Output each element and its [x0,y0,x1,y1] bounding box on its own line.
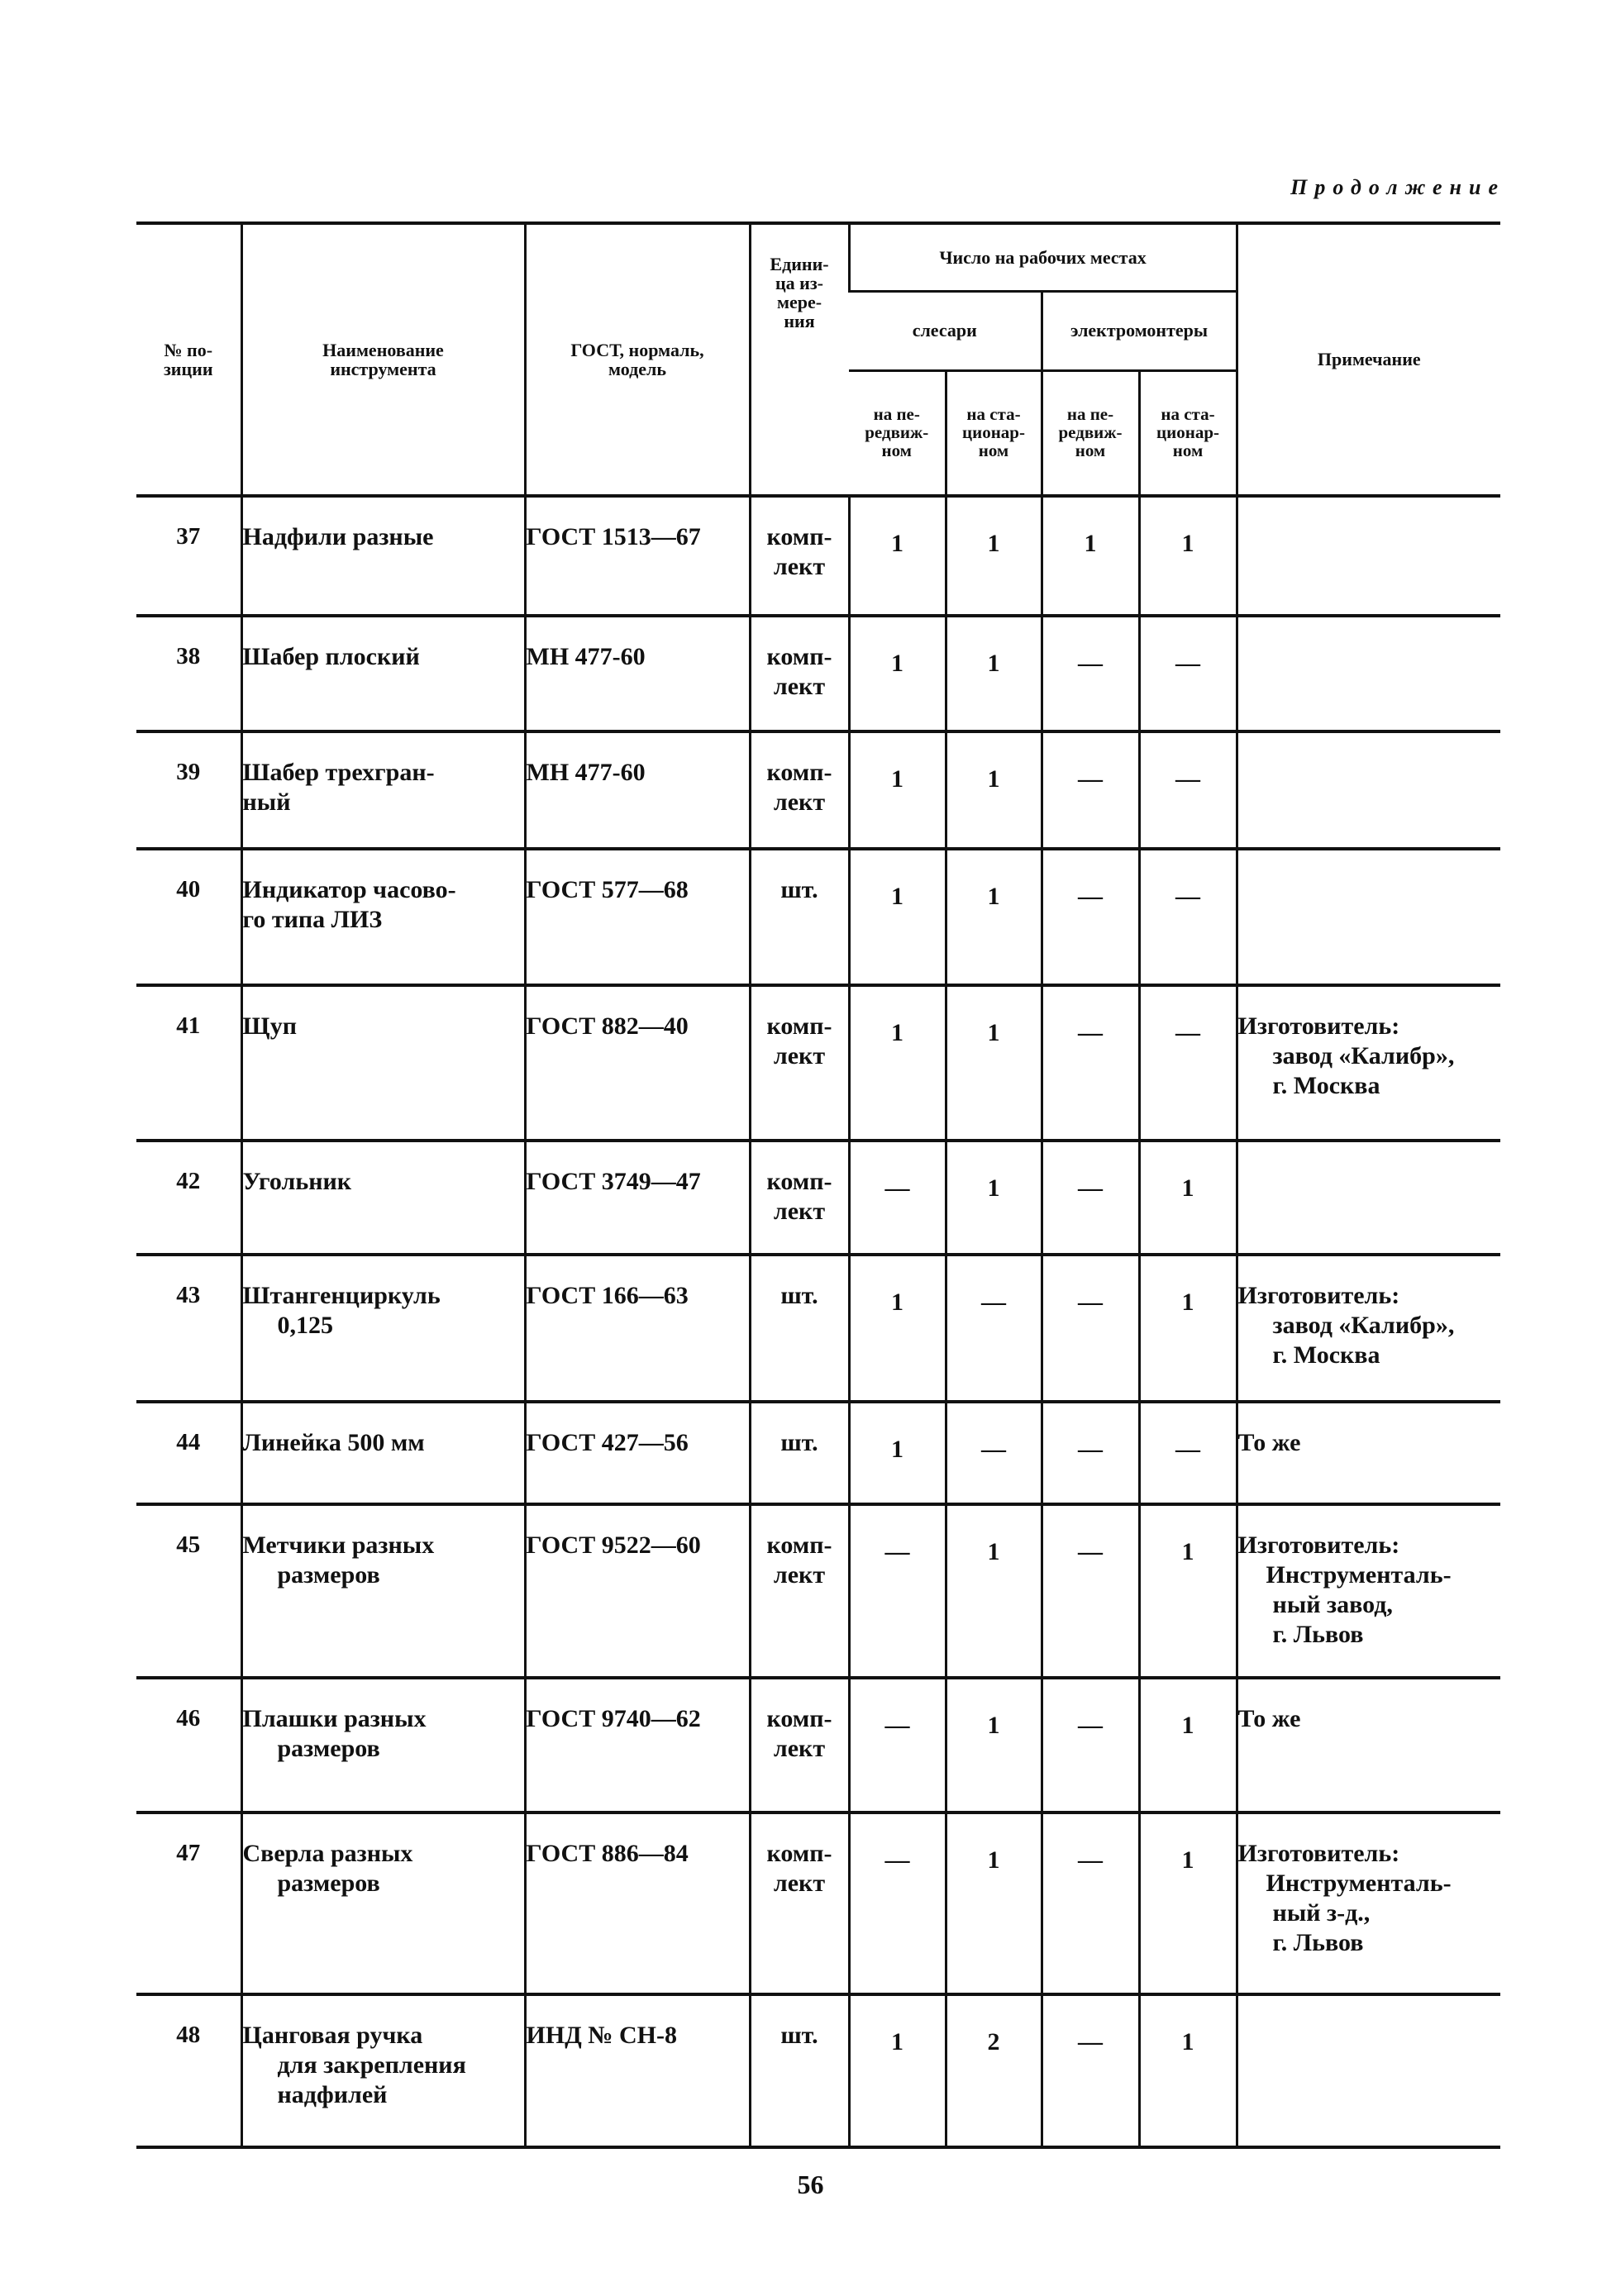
table-header [136,223,1500,496]
electricians-stationary-count: 1 [1139,496,1237,616]
name-cell [241,496,525,616]
table-body [136,496,1500,2147]
note-line: То же [1237,1429,1301,1456]
continuation-label: Продолжение [1290,175,1505,199]
name-line: Шабер плоский [242,643,420,670]
note-line: Инструменталь- [1266,1870,1452,1897]
electricians-mobile-count: — [1042,1255,1139,1402]
note-line: ный з-д., [1272,1899,1371,1927]
header-position: № по- зиции [136,223,241,496]
standard-cell: ИНД № СН-8 [525,1994,750,2147]
locksmiths-stationary-count: 1 [946,1141,1042,1255]
standard-cell: ГОСТ 427—56 [525,1402,750,1504]
locksmiths-mobile-count: — [849,1813,946,1994]
name-line: Плашки разных [242,1705,427,1732]
locksmiths-mobile-count: 1 [849,1994,946,2147]
name-cell [241,1255,525,1402]
locksmiths-stationary-count: — [946,1402,1042,1504]
unit-cell: комп- лект [750,1504,849,1678]
name-line: ный [242,788,291,816]
note-cell [1237,1504,1500,1678]
electricians-mobile-count: — [1042,1504,1139,1678]
name-cell [241,1504,525,1678]
name-cell [241,1994,525,2147]
note-cell [1237,1994,1500,2147]
locksmiths-stationary-count: 1 [946,1678,1042,1813]
note-line: ный завод, [1272,1591,1393,1618]
tools-table [136,222,1500,2149]
locksmiths-mobile-count: 1 [849,1402,946,1504]
header-note: Примечание [1237,223,1500,496]
position-cell: 44 [136,1402,241,1504]
electricians-mobile-count: — [1042,1813,1139,1994]
name-line: для закрепления [277,2051,466,2079]
header-count-group: Число на рабочих местах [849,223,1237,291]
locksmiths-mobile-count: 1 [849,1255,946,1402]
name-line: надфилей [277,2081,388,2108]
locksmiths-mobile-count: — [849,1504,946,1678]
electricians-mobile-count: 1 [1042,496,1139,616]
electricians-mobile-count: — [1042,849,1139,985]
standard-cell: ГОСТ 886—84 [525,1813,750,1994]
name-line: Шабер трехгран- [242,759,435,786]
name-cell [241,1813,525,1994]
electricians-mobile-count: — [1042,1994,1139,2147]
note-line: завод «Калибр», [1272,1312,1455,1339]
name-line: Сверла разных [242,1840,413,1867]
header-locksmiths: слесари [849,291,1042,370]
name-line: Цанговая ручка [242,2022,423,2049]
note-line: Инструменталь- [1266,1561,1452,1589]
electricians-stationary-count: — [1139,1402,1237,1504]
table-row [136,849,1500,985]
name-cell [241,616,525,731]
name-cell [241,1141,525,1255]
electricians-stationary-count: — [1139,985,1237,1141]
electricians-stationary-count: — [1139,731,1237,849]
unit-cell: комп- лект [750,1141,849,1255]
locksmiths-mobile-count: — [849,1678,946,1813]
electricians-mobile-count: — [1042,731,1139,849]
note-line: Изготовитель: [1237,1282,1400,1309]
name-line: размеров [277,1561,380,1589]
position-cell: 43 [136,1255,241,1402]
electricians-mobile-count: — [1042,1678,1139,1813]
table-row [136,1402,1500,1504]
standard-cell: ГОСТ 3749—47 [525,1141,750,1255]
position-cell: 38 [136,616,241,731]
position-cell: 42 [136,1141,241,1255]
unit-cell: шт. [750,1255,849,1402]
note-cell [1237,731,1500,849]
table-row [136,496,1500,616]
name-line: Метчики разных [242,1531,435,1559]
unit-cell: комп- лект [750,731,849,849]
position-cell: 40 [136,849,241,985]
header-name: Наименование инструмента [241,223,525,496]
electricians-stationary-count: — [1139,849,1237,985]
note-line: г. Москва [1272,1072,1380,1099]
locksmiths-mobile-count: 1 [849,731,946,849]
locksmiths-stationary-count: 1 [946,849,1042,985]
table-row [136,1678,1500,1813]
unit-cell: комп- лект [750,985,849,1141]
locksmiths-mobile-count: 1 [849,985,946,1141]
header-standard: ГОСТ, нормаль, модель [525,223,750,496]
locksmiths-stationary-count: 1 [946,731,1042,849]
locksmiths-stationary-count: 1 [946,496,1042,616]
note-line: г. Львов [1272,1621,1364,1648]
electricians-stationary-count: 1 [1139,1504,1237,1678]
unit-cell: шт. [750,1402,849,1504]
locksmiths-mobile-count: 1 [849,849,946,985]
note-cell [1237,1678,1500,1813]
name-line: размеров [277,1735,380,1762]
note-cell [1237,616,1500,731]
name-cell [241,985,525,1141]
position-cell: 46 [136,1678,241,1813]
electricians-stationary-count: 1 [1139,1813,1237,1994]
name-cell [241,1678,525,1813]
name-line: 0,125 [277,1312,333,1339]
note-cell [1237,1141,1500,1255]
electricians-stationary-count: 1 [1139,1255,1237,1402]
name-line: размеров [277,1870,380,1897]
page-number: 56 [797,2170,824,2199]
standard-cell: ГОСТ 9522—60 [525,1504,750,1678]
standard-cell: ГОСТ 1513—67 [525,496,750,616]
unit-cell: комп- лект [750,1813,849,1994]
locksmiths-mobile-count: 1 [849,496,946,616]
position-cell: 45 [136,1504,241,1678]
locksmiths-stationary-count: 1 [946,1504,1042,1678]
header-locksmiths-stationary: на ста- ционар- ном [946,370,1042,496]
note-line: Изготовитель: [1237,1531,1400,1559]
position-cell: 37 [136,496,241,616]
locksmiths-mobile-count: 1 [849,616,946,731]
note-line: То же [1237,1705,1301,1732]
header-locksmiths-mobile: на пе- редвиж- ном [849,370,946,496]
locksmiths-stationary-count: 1 [946,1813,1042,1994]
name-line: Индикатор часово- [242,876,456,903]
standard-cell: МН 477-60 [525,731,750,849]
note-line: завод «Калибр», [1272,1042,1455,1069]
table-row [136,731,1500,849]
electricians-mobile-count: — [1042,616,1139,731]
electricians-stationary-count: — [1139,616,1237,731]
unit-cell: шт. [750,849,849,985]
locksmiths-mobile-count: — [849,1141,946,1255]
electricians-stationary-count: 1 [1139,1994,1237,2147]
electricians-mobile-count: — [1042,1141,1139,1255]
header-electricians: электромонтеры [1042,291,1237,370]
note-cell [1237,985,1500,1141]
standard-cell: ГОСТ 166—63 [525,1255,750,1402]
name-cell [241,1402,525,1504]
note-cell [1237,1255,1500,1402]
electricians-mobile-count: — [1042,985,1139,1141]
locksmiths-stationary-count: 2 [946,1994,1042,2147]
header-electricians-mobile: на пе- редвиж- ном [1042,370,1139,496]
note-line: г. Львов [1272,1929,1364,1956]
name-line: Штангенциркуль [242,1282,441,1309]
unit-cell: комп- лект [750,496,849,616]
standard-cell: ГОСТ 9740—62 [525,1678,750,1813]
note-cell [1237,849,1500,985]
name-line: го типа ЛИЗ [242,906,383,933]
table-row [136,616,1500,731]
header-electricians-stationary: на ста- ционар- ном [1139,370,1237,496]
table-row [136,1504,1500,1678]
note-cell [1237,1813,1500,1994]
standard-cell: ГОСТ 882—40 [525,985,750,1141]
note-cell [1237,1402,1500,1504]
name-cell [241,731,525,849]
note-cell [1237,496,1500,616]
note-line: Изготовитель: [1237,1840,1400,1867]
locksmiths-stationary-count: — [946,1255,1042,1402]
name-line: Линейка 500 мм [242,1429,425,1456]
table-row [136,985,1500,1141]
name-line: Щуп [242,1012,298,1040]
standard-cell: ГОСТ 577—68 [525,849,750,985]
locksmiths-stationary-count: 1 [946,616,1042,731]
table-row [136,1813,1500,1994]
note-line: Изготовитель: [1237,1012,1400,1040]
unit-cell: комп- лект [750,1678,849,1813]
electricians-mobile-count: — [1042,1402,1139,1504]
unit-cell: шт. [750,1994,849,2147]
position-cell: 41 [136,985,241,1141]
standard-cell: МН 477-60 [525,616,750,731]
electricians-stationary-count: 1 [1139,1678,1237,1813]
name-line: Угольник [242,1168,352,1195]
position-cell: 39 [136,731,241,849]
locksmiths-stationary-count: 1 [946,985,1042,1141]
table-row [136,1141,1500,1255]
position-cell: 48 [136,1994,241,2147]
name-cell [241,849,525,985]
position-cell: 47 [136,1813,241,1994]
electricians-stationary-count: 1 [1139,1141,1237,1255]
note-line: г. Москва [1272,1341,1380,1369]
table-row [136,1255,1500,1402]
unit-cell: комп- лект [750,616,849,731]
header-unit: Едини- ца из- мере- ния [750,223,849,496]
table-row [136,1994,1500,2147]
name-line: Надфили разные [242,523,434,550]
